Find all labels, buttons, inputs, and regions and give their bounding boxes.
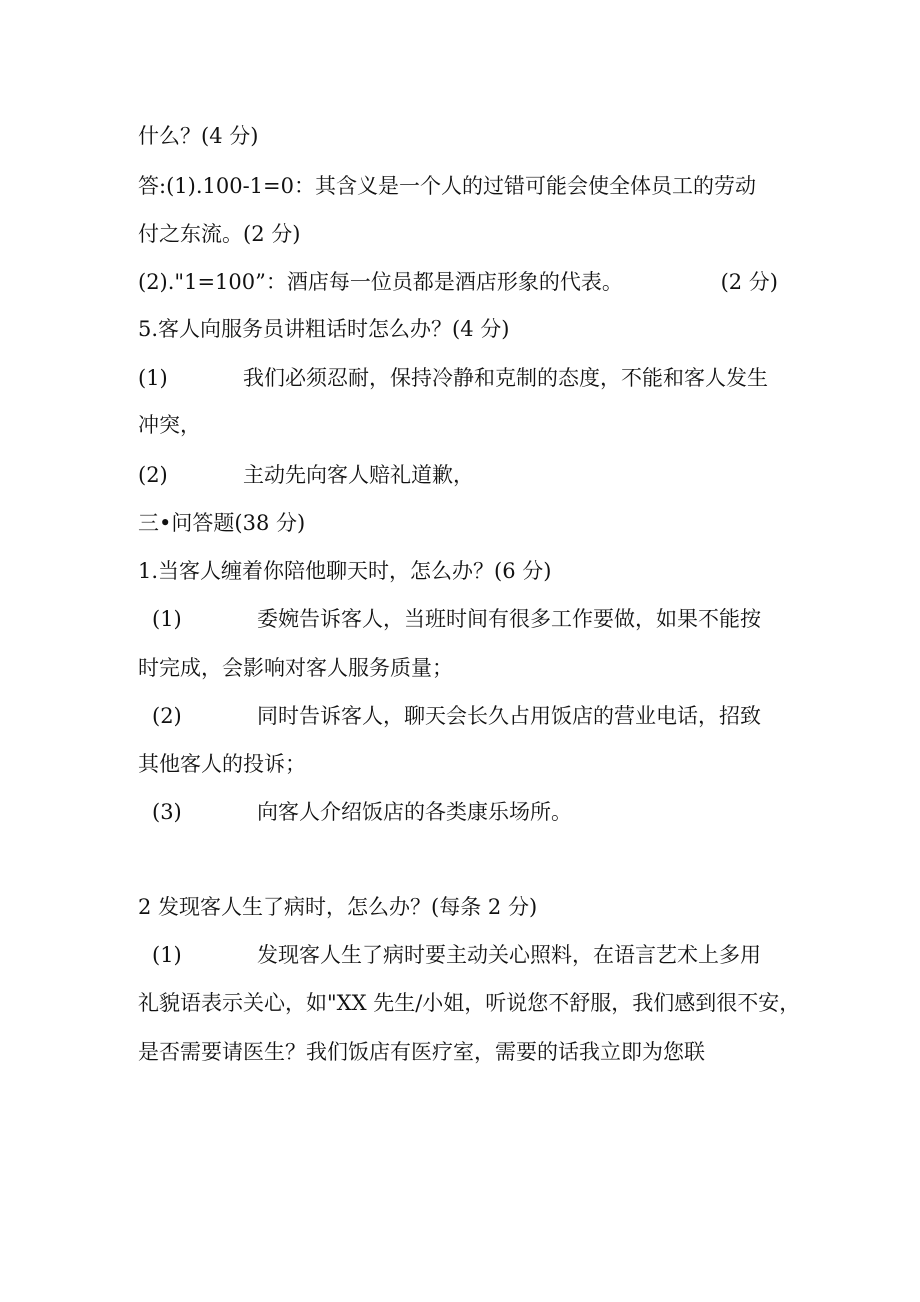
list-item <box>138 363 788 393</box>
item-text: 委婉告诉客人，当班时间有很多工作要做，如果不能按 <box>257 607 761 631</box>
question-heading: 5.客人向服务员讲粗话时怎么办？(4 分) <box>138 317 510 341</box>
text-line <box>138 267 788 297</box>
item-number: (3) <box>152 800 182 824</box>
item-text: 我们必须忍耐，保持冷静和克制的态度，不能和客人发生 <box>243 366 768 390</box>
text-line: 礼貌语表示关心，如"XX 先生/小姐，听说您不舒服，我们感到很不安， <box>138 991 801 1015</box>
list-item <box>138 460 788 490</box>
score-label: (2 分) <box>720 270 778 294</box>
item-text: 主动先向客人赔礼道歉， <box>243 463 474 487</box>
text-line: 时完成，会影响对客人服务质量； <box>138 656 453 680</box>
line-text: (2)."1=100”：酒店每一位员都是酒店形象的代表。 <box>138 270 623 294</box>
item-text: 向客人介绍饭店的各类康乐场所。 <box>257 800 572 824</box>
item-text: 发现客人生了病时要主动关心照料，在语言艺术上多用 <box>257 943 761 967</box>
list-item <box>152 940 802 970</box>
text-line: 冲突， <box>138 413 201 437</box>
question-heading: 2 发现客人生了病时，怎么办？(每条 2 分) <box>138 895 538 919</box>
item-text: 同时告诉客人，聊天会长久占用饭店的营业电话，招致 <box>257 704 761 728</box>
text-line: 什么？(4 分) <box>138 124 259 148</box>
section-heading: 三•问答题(38 分) <box>138 511 306 535</box>
text-line: 付之东流。(2 分) <box>138 222 301 246</box>
item-number: (2) <box>138 463 168 487</box>
list-item <box>152 797 802 827</box>
item-number: (1) <box>138 366 168 390</box>
question-heading: 1.当客人缠着你陪他聊天时，怎么办？(6 分) <box>138 559 552 583</box>
text-line: 其他客人的投诉； <box>138 752 306 776</box>
text-line: 是否需要请医生？我们饭店有医疗室，需要的话我立即为您联 <box>138 1040 705 1064</box>
item-number: (2) <box>152 704 182 728</box>
list-item <box>152 701 802 731</box>
item-number: (1) <box>152 607 182 631</box>
text-line: 答:(1).100-1=0：其含义是一个人的过错可能会使全体员工的劳动 <box>138 174 756 198</box>
list-item <box>152 604 802 634</box>
item-number: (1) <box>152 943 182 967</box>
